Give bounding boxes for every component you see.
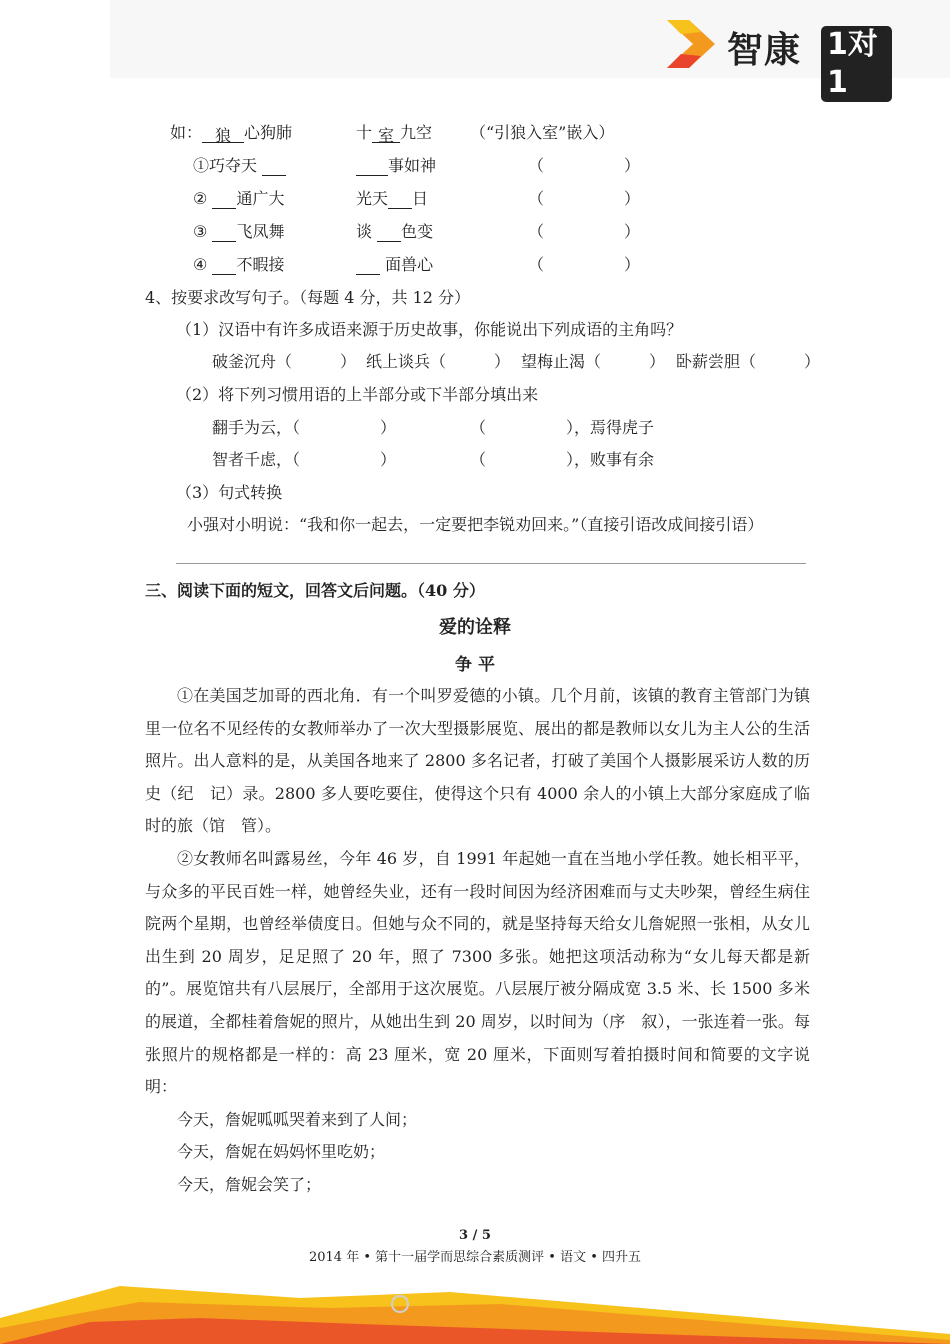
q4-s1-item-3: 望梅止渴（ ）: [521, 352, 666, 371]
q4-s3-sentence: 小强对小明说：“我和你一起去，一定要把李锐劝回来。”（直接引语改成间接引语）: [187, 515, 764, 534]
row-num: ②: [193, 189, 208, 208]
example-note: （“引狼入室”嵌入）: [470, 123, 615, 142]
article-title: 爱的诠释: [439, 617, 511, 638]
article-author: 争 平: [455, 655, 495, 675]
row-mid-pre: 谈: [356, 222, 373, 241]
idiom-row-3-left: [193, 222, 284, 242]
row-mid-post: 事如神: [388, 156, 437, 175]
blank-input[interactable]: [212, 225, 236, 242]
section3-heading: 三、阅读下面的短文，回答文后问题。（40 分）: [145, 581, 485, 600]
idiom-row-2-paren: （ ）: [528, 189, 641, 208]
row-left-post: 通广大: [236, 189, 285, 208]
idiom-row-2-mid: [356, 189, 428, 209]
row-left-post: 不暇接: [236, 255, 285, 274]
brand-logo: [667, 20, 892, 100]
example-blank-2: 室: [372, 126, 400, 143]
idiom-row-1-paren: （ ）: [528, 156, 641, 175]
paragraph-2: ②女教师名叫露易丝，今年 46 岁，自 1991 年起她一直在当地小学任教。她长相平平，与众多的平民百姓一样，她曾经失业，还有一段时间因为经济困难而与丈夫吵架，曾经生病住院两个星期，也曾经举债度日。但她与众不同的，就是坚持每天给女儿詹妮照一张相，从女儿出生到 20 周岁，足足照了 20 年，照了 7300 多张。她把这项活动称为“女儿每天都是新的”。展览馆共有八层展厅，全部用于这次展览。八层展厅被分隔成宽 3.5 米、长 1500 多米的展道，全都桂着詹妮的照片，从她出生到 20 周岁，以时间为（序 叙），一张连着一张。每张照片的规格都是一样的：高 23 厘米，宽 20 厘米，下面则写着拍摄时间和简要的文字说明：: [145, 848, 810, 1097]
q4-s1-item-4: 卧薪尝胆（ ）: [676, 352, 821, 371]
blank-input[interactable]: [377, 225, 401, 242]
idiom-row-2-left: [193, 189, 284, 209]
idiom-row-1-mid: [356, 156, 436, 176]
blank-input[interactable]: [212, 258, 236, 275]
row-mid-post: 日: [412, 189, 429, 208]
row-left-pre: 巧夺天: [209, 156, 258, 175]
example-word-2: 九空: [400, 123, 433, 142]
q4-s2-line-2a: 智者千虑，（ ）: [212, 450, 397, 469]
q4-s1-item-1: 破釜沉舟（ ）: [212, 352, 357, 371]
q4-s1-item-2: 纸上谈兵（ ）: [366, 352, 511, 371]
page-number: 3 / 5: [459, 1228, 491, 1243]
answer-line[interactable]: [176, 563, 806, 564]
line-1: 今天，詹妮呱呱哭着来到了人间；: [177, 1109, 418, 1129]
example-blank-1: 狼: [202, 126, 244, 143]
paragraph-1: ①在美国芝加哥的西北角．有一个叫罗爱德的小镇。几个月前，该镇的教育主管部门为镇里一位名不见经传的女教师举办了一次大型摄影展览、展出的都是教师以女儿为主人公的生活照片。出人意料的是，从美国各地来了 2800 多名记者，打破了美国个人摄影展采访人数的历史（纪 记）录。2800 多人要吃要住，使得这个只有 4000 余人的小镇上大部分家庭成了临时的旅（馆 管）。: [145, 686, 810, 836]
idiom-row-3-paren: （ ）: [528, 222, 641, 241]
idiom-example-2: [356, 123, 432, 143]
q4-s3: （3）句式转换: [176, 483, 283, 502]
example-char: 十: [356, 123, 373, 142]
decorative-bottom-band: [0, 1278, 950, 1344]
line-3: 今天，詹妮会笑了；: [177, 1174, 322, 1194]
row-mid-post: 色变: [401, 222, 434, 241]
row-num: ④: [193, 255, 208, 274]
blank-input[interactable]: [388, 192, 412, 209]
q4-s1: （1）汉语中有许多成语来源于历史故事，你能说出下列成语的主角吗？: [176, 320, 683, 339]
logo-mark-icon: [667, 20, 715, 68]
row-num: ③: [193, 222, 208, 241]
example-lead: 如：: [170, 123, 203, 142]
row-num: ①: [193, 156, 210, 175]
example-word-1: 心狗肺: [244, 123, 293, 142]
blank-input[interactable]: [212, 192, 236, 209]
row-mid-pre: 光天: [356, 189, 389, 208]
q4-s2: （2）将下列习惯用语的上半部分或下半部分填出来: [176, 385, 539, 404]
q4-s2-line-1a: 翻手为云，（ ）: [212, 418, 397, 437]
row-mid-post: 面兽心: [385, 255, 434, 274]
idiom-example: [170, 123, 292, 143]
blank-input[interactable]: [356, 159, 388, 176]
q4-s2-line-1b: （ ），焉得虎子: [470, 418, 655, 437]
q4-heading: 4、按要求改写句子。（每题 4 分，共 12 分）: [145, 288, 471, 307]
row-left-post: 飞凤舞: [236, 222, 285, 241]
idiom-row-3-mid: [356, 222, 433, 242]
footer-info: 2014 年 • 第十一届学而思综合素质测评 • 语文 • 四升五: [308, 1250, 641, 1265]
logo-badge: 1对1: [821, 26, 892, 102]
logo-text: 智康: [727, 30, 802, 71]
idiom-row-4-left: [193, 255, 284, 275]
line-2: 今天，詹妮在妈妈怀里吃奶；: [177, 1142, 386, 1162]
idiom-row-4-mid: [356, 255, 433, 275]
idiom-row-4-paren: （ ）: [528, 255, 641, 274]
idiom-row-1-left: [193, 156, 286, 176]
blank-input[interactable]: [356, 258, 380, 275]
article-body: [145, 680, 810, 1202]
q4-s2-line-2b: （ ），败事有余: [470, 450, 655, 469]
blank-input[interactable]: [262, 159, 286, 176]
